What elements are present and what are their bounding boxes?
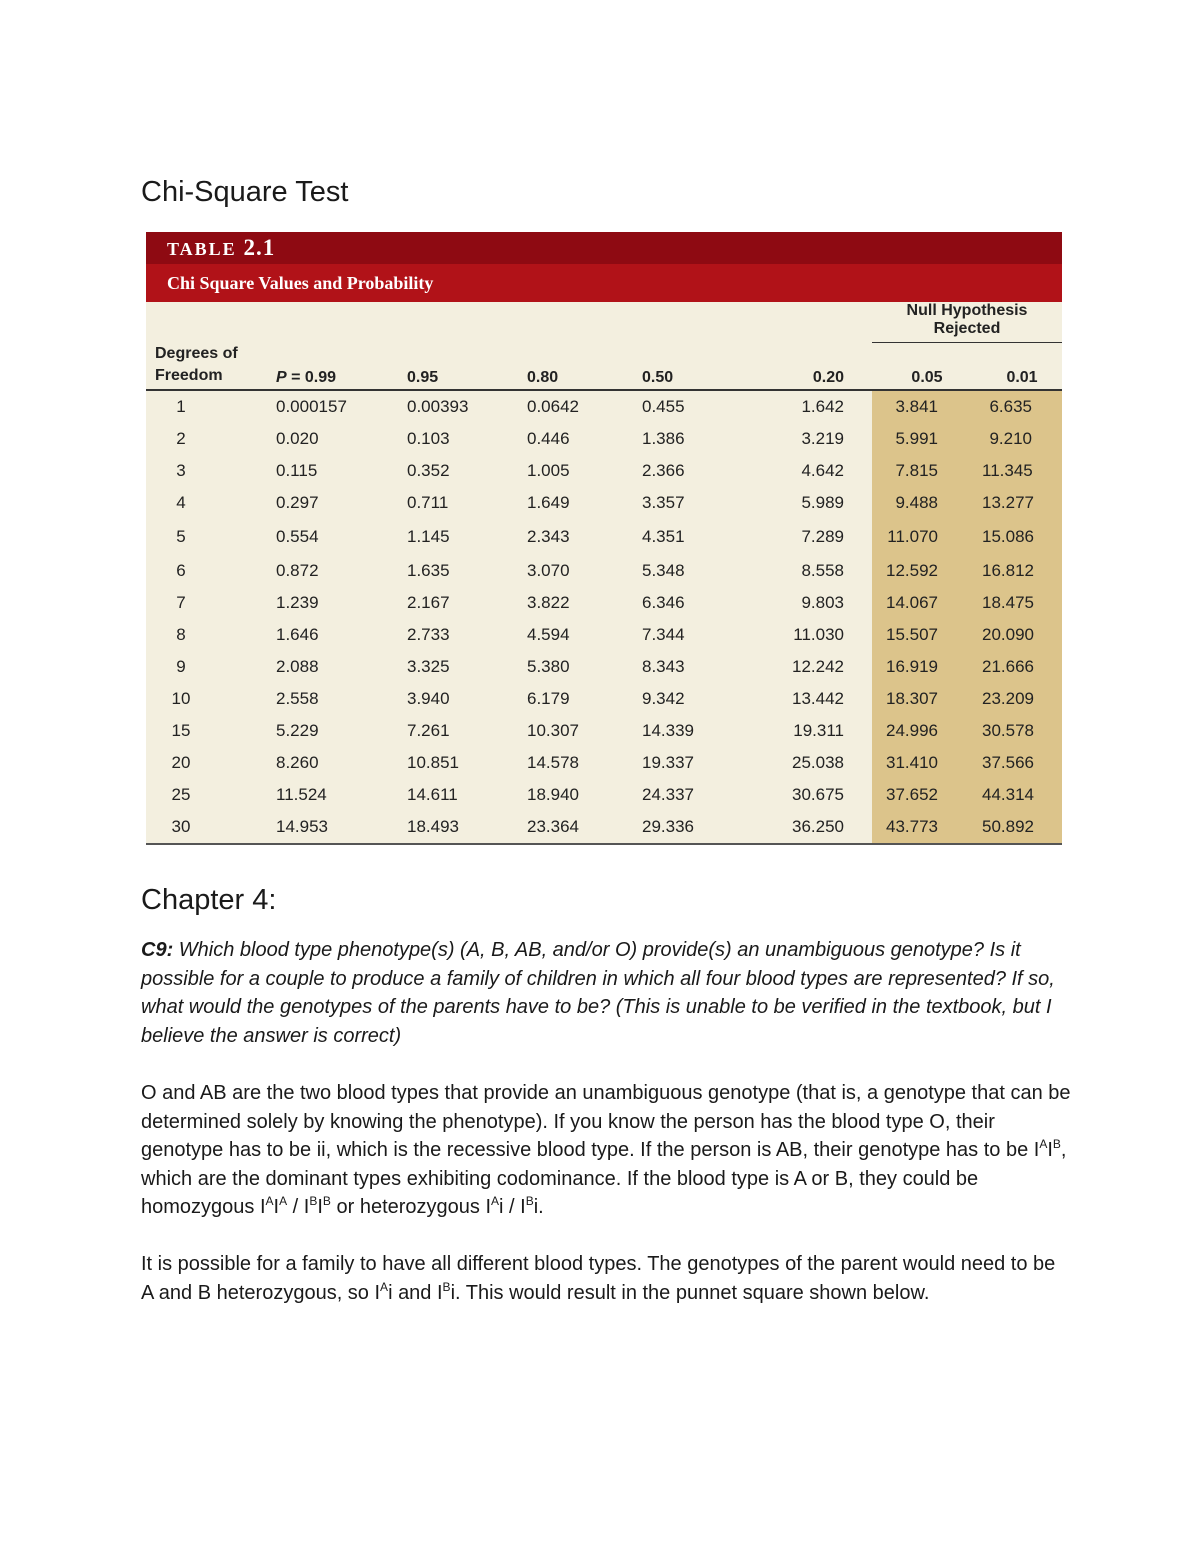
p-symbol: P	[276, 369, 287, 386]
superscript: B	[442, 1279, 451, 1294]
value-cell: 23.364	[527, 811, 642, 844]
superscript: B	[1052, 1137, 1061, 1152]
chi-square-table	[146, 232, 1062, 845]
value-cell: 3.841	[872, 390, 982, 423]
value-cell: 18.307	[872, 683, 982, 715]
value-cell: 0.0642	[527, 397, 579, 416]
col-header: 0.05	[872, 343, 982, 391]
value-cell: 1.145	[407, 527, 450, 546]
table-row	[146, 487, 1062, 519]
value-cell: 20.090	[982, 619, 1062, 651]
dof-cell: 4	[176, 493, 186, 512]
table-row	[146, 619, 1062, 651]
value-cell: 7.344	[642, 625, 685, 644]
dof-header-line2: Freedom	[155, 367, 223, 384]
value-cell: 18.493	[407, 811, 527, 844]
text: I	[273, 1196, 280, 1219]
value-cell: 0.872	[276, 561, 319, 580]
value-cell: 14.067	[872, 587, 982, 619]
value-cell: 2.366	[642, 461, 685, 480]
value-cell: 1.005	[527, 461, 570, 480]
value-cell: 2.558	[276, 689, 319, 708]
dof-cell: 20	[171, 753, 191, 772]
value-cell: 30.675	[792, 785, 844, 804]
col-header: 0.20	[757, 343, 872, 391]
dof-cell: 8	[176, 625, 186, 644]
value-cell: 0.297	[276, 493, 319, 512]
table-row	[146, 747, 1062, 779]
value-cell: 0.000157	[276, 397, 347, 416]
value-cell: 9.210	[982, 423, 1062, 455]
value-cell: 1.642	[801, 397, 844, 416]
dof-cell: 3	[176, 461, 186, 480]
value-cell: 8.558	[801, 561, 844, 580]
table-row	[146, 811, 1062, 844]
superscript: B	[309, 1194, 318, 1209]
value-cell: 11.524	[276, 785, 327, 804]
value-cell: 23.209	[982, 683, 1062, 715]
dof-cell: 9	[176, 657, 186, 676]
value-cell: 13.442	[792, 689, 844, 708]
value-cell: 36.250	[757, 811, 872, 844]
dof-header-line1: Degrees of	[155, 345, 238, 362]
table-label-number: 2.1	[243, 235, 276, 260]
table-row	[146, 587, 1062, 619]
value-cell: 9.803	[801, 593, 844, 612]
text: i / I	[499, 1196, 526, 1219]
value-cell: 11.070	[872, 519, 982, 555]
value-cell: 0.020	[276, 429, 319, 448]
dof-cell: 6	[176, 561, 186, 580]
value-cell: 2.088	[276, 657, 319, 676]
table-row	[146, 779, 1062, 811]
superscript: A	[491, 1194, 500, 1209]
null-hypothesis-header: Null Hypothesis Rejected	[872, 302, 1062, 343]
value-cell: 2.167	[407, 593, 450, 612]
dof-cell: 1	[176, 397, 186, 416]
table-row	[146, 651, 1062, 683]
table-row	[146, 390, 1062, 423]
text: O and AB are the two blood types that provide an unambiguous genotype (that is, a genotype that can be determined solely by knowing the phenotype). If you know the person has the blood type O, their genotype has to be ii, which is the recessive blood type. If the person is AB, their genotype has to be I	[141, 1082, 1071, 1162]
table-row	[146, 423, 1062, 455]
value-cell: 18.940	[527, 785, 579, 804]
text: or heterozygous I	[330, 1196, 492, 1219]
value-cell: 11.345	[982, 455, 1062, 487]
value-cell: 37.566	[982, 747, 1062, 779]
dof-cell: 30	[146, 811, 276, 844]
value-cell: 8.343	[642, 657, 685, 676]
text: i.	[533, 1196, 544, 1219]
value-cell: 5.991	[872, 423, 982, 455]
text: It is possible for a family to have all different blood types. The genotypes of the parent would need to be A and B heterozygous, so I	[141, 1253, 1056, 1304]
value-cell: 3.219	[801, 429, 844, 448]
value-cell: 16.812	[982, 555, 1062, 587]
dof-header	[146, 343, 276, 391]
value-cell: 9.488	[872, 487, 982, 519]
value-cell: 10.851	[407, 753, 459, 772]
chi-table-grid	[146, 302, 1062, 845]
value-cell: 43.773	[872, 811, 982, 844]
value-cell: 3.940	[407, 689, 450, 708]
value-cell: 37.652	[872, 779, 982, 811]
dof-cell: 10	[171, 689, 191, 708]
value-cell: 3.357	[642, 493, 685, 512]
null-hypothesis-row	[146, 302, 1062, 343]
value-cell: 0.103	[407, 429, 450, 448]
value-cell: 14.339	[642, 721, 694, 740]
table-row	[146, 519, 1062, 555]
value-cell: 21.666	[982, 651, 1062, 683]
superscript: B	[525, 1194, 534, 1209]
table-row	[146, 555, 1062, 587]
value-cell: 29.336	[642, 811, 757, 844]
value-cell: 15.507	[872, 619, 982, 651]
value-cell: 1.635	[407, 561, 450, 580]
value-cell: 5.380	[527, 657, 570, 676]
table-label	[146, 232, 1062, 264]
answer-paragraph-2	[141, 1250, 1071, 1307]
col-header: 0.95	[407, 343, 527, 391]
value-cell: 24.337	[642, 785, 694, 804]
value-cell: 13.277	[982, 487, 1062, 519]
value-cell: 31.410	[872, 747, 982, 779]
value-cell: 9.342	[642, 689, 685, 708]
value-cell: 4.642	[801, 461, 844, 480]
value-cell: 0.115	[276, 461, 318, 480]
dof-cell: 15	[171, 721, 191, 740]
col-header: 0.80	[527, 343, 642, 391]
value-cell: 0.455	[642, 397, 685, 416]
value-cell: 19.311	[793, 721, 844, 740]
table-label-word: TABLE	[167, 239, 237, 259]
answer-paragraph-1	[141, 1079, 1071, 1222]
superscript: A	[279, 1194, 288, 1209]
value-cell: 0.554	[276, 527, 319, 546]
question-c9	[141, 936, 1061, 1050]
value-cell: 14.611	[407, 785, 458, 804]
col-header: 0.01	[982, 343, 1062, 391]
table-caption: Chi Square Values and Probability	[146, 264, 1062, 302]
value-cell: 1.386	[642, 429, 685, 448]
text: I	[317, 1196, 323, 1219]
value-cell: 5.348	[642, 561, 685, 580]
col-header: 0.50	[642, 343, 757, 391]
text: i and I	[388, 1281, 443, 1304]
value-cell: 4.351	[642, 527, 685, 546]
table-row	[146, 715, 1062, 747]
superscript: A	[265, 1194, 274, 1209]
dof-cell: 25	[171, 785, 191, 804]
value-cell: 25.038	[792, 753, 844, 772]
value-cell: 1.239	[276, 593, 319, 612]
column-header-row	[146, 343, 1062, 391]
value-cell: 1.646	[276, 625, 319, 644]
value-cell: 24.996	[872, 715, 982, 747]
value-cell: 0.00393	[407, 397, 469, 416]
dof-cell: 5	[176, 527, 186, 546]
value-cell: 30.578	[982, 715, 1062, 747]
text: I	[1047, 1139, 1053, 1162]
p-value: = 0.99	[286, 369, 337, 386]
value-cell: 5.229	[276, 721, 319, 740]
value-cell: 50.892	[982, 811, 1062, 844]
superscript: A	[380, 1279, 389, 1294]
value-cell: 14.578	[527, 753, 579, 772]
value-cell: 5.989	[801, 493, 844, 512]
value-cell: 10.307	[527, 721, 579, 740]
value-cell: 2.733	[407, 625, 450, 644]
value-cell: 7.815	[872, 455, 982, 487]
dof-cell: 2	[176, 429, 186, 448]
text: / I	[287, 1196, 310, 1219]
value-cell: 19.337	[642, 753, 694, 772]
superscript: B	[322, 1194, 331, 1209]
value-cell: 6.635	[982, 390, 1062, 423]
value-cell: 15.086	[982, 519, 1062, 555]
table-row	[146, 455, 1062, 487]
value-cell: 0.352	[407, 461, 450, 480]
value-cell: 44.314	[982, 779, 1062, 811]
dof-cell: 7	[176, 593, 186, 612]
value-cell: 6.346	[642, 593, 685, 612]
superscript: A	[1039, 1137, 1048, 1152]
value-cell: 2.343	[527, 527, 570, 546]
value-cell: 3.822	[527, 593, 570, 612]
value-cell: 0.446	[527, 429, 570, 448]
value-cell: 18.475	[982, 587, 1062, 619]
text: i. This would result in the punnet square shown below.	[450, 1281, 930, 1304]
value-cell: 4.594	[527, 625, 570, 644]
question-label: C9:	[141, 939, 174, 961]
value-cell: 8.260	[276, 753, 319, 772]
value-cell: 14.953	[276, 811, 407, 844]
value-cell: 12.242	[792, 657, 844, 676]
value-cell: 3.070	[527, 561, 570, 580]
table-row	[146, 683, 1062, 715]
value-cell: 1.649	[527, 493, 570, 512]
value-cell: 6.179	[527, 689, 570, 708]
value-cell: 0.711	[407, 493, 449, 512]
question-text: Which blood type phenotype(s) (A, B, AB, and/or O) provide(s) an unambiguous genotype? Is it possible for a couple to produce a family of children in which all four blood types are represented? If so, what would the genotypes of the parents have to be? (This is unable to be verified in the textbook, but I believe the answer is correct)	[141, 939, 1055, 1047]
value-cell: 12.592	[872, 555, 982, 587]
value-cell: 7.261	[407, 721, 450, 740]
section-title-chi-square: Chi-Square Test	[141, 176, 349, 208]
value-cell: 11.030	[793, 625, 844, 644]
section-title-chapter-4: Chapter 4:	[141, 884, 277, 916]
col-header-p099	[276, 343, 407, 391]
value-cell: 16.919	[872, 651, 982, 683]
value-cell: 3.325	[407, 657, 450, 676]
text: , which are the dominant types exhibiting codominance. If the blood type is A or B, they could be homozygous I	[141, 1139, 1067, 1219]
value-cell: 7.289	[801, 527, 844, 546]
